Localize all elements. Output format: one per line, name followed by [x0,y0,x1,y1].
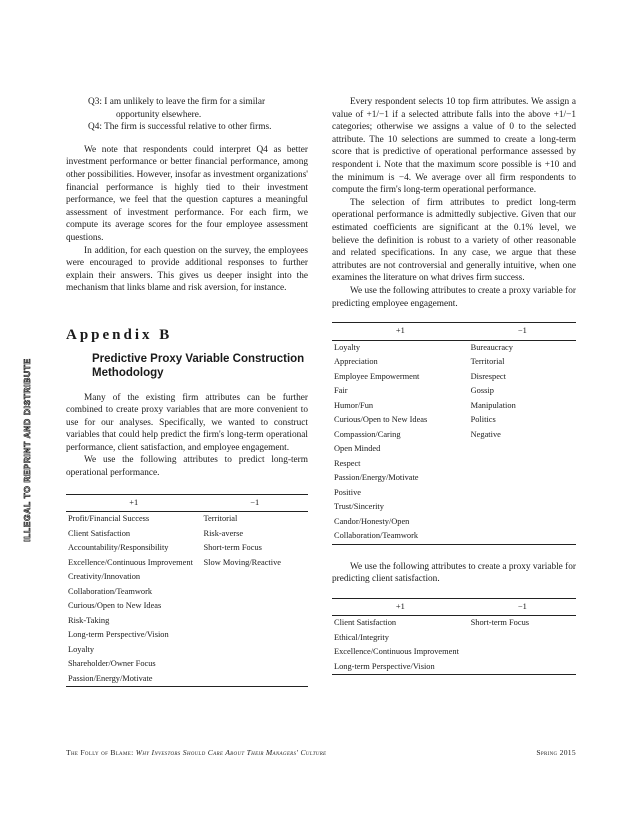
cell-minus [202,599,308,614]
cell-minus [202,657,308,672]
left-column [66,96,308,687]
cell-plus: Humor/Fun [334,400,374,410]
cell-plus: Profit/Financial Success [68,514,150,524]
table-row [332,457,576,472]
table-row [66,643,308,658]
cell-minus [469,631,576,646]
column-header-plus: +1 [332,598,469,616]
table-row [66,585,308,600]
cell-minus: Disrespect [470,371,506,381]
cell-minus [469,486,576,501]
table-row [332,631,576,646]
paragraph: We use the following attributes to create a proxy variable for predicting client satisfaction. [332,561,576,585]
table-row [66,541,308,556]
cell-minus: Bureaucracy [470,342,513,352]
cell-minus: Manipulation [470,400,516,410]
cell-plus: Fair [334,386,348,396]
cell-minus: Short-term Focus [470,618,530,628]
column-header-minus: −1 [202,494,308,512]
paragraph: Many of the existing firm attributes can be further combined to create proxy variables that are more convenient to use for our analyses. Specifically, we wanted to construct variables that could help predict the firm's long-term operational performance, client satisfaction, and employee engagement. [66,392,308,453]
table-row [332,500,576,515]
table-row [332,340,576,355]
paragraph: We use the following attributes to predict long-term operational performance. [66,455,308,479]
table-row [66,657,308,672]
column-header-plus: +1 [66,494,202,512]
column-header-minus: −1 [469,598,576,616]
cell-plus: Accountability/Responsibility [68,543,169,553]
cell-plus: Client Satisfaction [68,528,131,538]
cell-minus: Risk-averse [203,528,244,538]
cell-plus: Excellence/Continuous Improvement [68,557,193,567]
table-row [66,672,308,687]
cell-plus: Employee Empowerment [334,371,420,381]
cell-minus [469,471,576,486]
section-subhead: Predictive Proxy Variable Construction Methodology [92,352,305,379]
cell-plus: Long-term Perspective/Vision [68,630,169,640]
cell-minus: Politics [470,415,496,425]
table-row [66,599,308,614]
cell-plus: Excellence/Continuous Improvement [334,647,459,657]
cell-plus: Collaboration/Teamwork [68,586,153,596]
paragraph: The selection of firm attributes to predict long-term operational performance is admittedly subjective. Given that our estimated coefficients are significant at the 0.1% level, we believe the definition is robust to a variety of other reasonable and related specifications. In any case, we argue that these attributes are not controversial and generally intuitive, when one examines the literature on what drives firm success. [332,197,576,284]
table-row [332,370,576,385]
table-row [332,645,576,660]
cell-plus: Open Minded [334,444,381,454]
employee-engagement-table [332,322,576,545]
table-row [332,616,576,631]
cell-plus: Trust/Sincerity [334,502,384,512]
cell-minus: Gossip [470,386,494,396]
cell-plus: Long-term Perspective/Vision [334,661,435,671]
cell-minus [202,672,308,687]
cell-minus: Short-term Focus [203,543,262,553]
cell-minus: Territorial [470,357,505,367]
table-row [332,428,576,443]
table-body [66,512,308,687]
table-row [66,512,308,527]
column-header-plus: +1 [332,323,469,341]
cell-plus: Respect [334,458,361,468]
cell-plus: Compassion/Caring [334,429,401,439]
paragraph: We note that respondents could interpret Q4 as better investment performance or better financial performance, among other possibilities. However, insofar as investment organizations' financial performance is highly tied to their investment performance, we feel that the question captures a meaningful assessment of investment performance. For each firm, we compute its average scores for the four employee assessment questions. [66,144,308,243]
cell-minus: Slow Moving/Reactive [203,557,281,567]
side-banner-text: ILLEGAL TO REPRINT AND DISTRIBUTE [22,358,33,542]
cell-minus [202,585,308,600]
cell-plus: Positive [334,487,361,497]
table-row [66,570,308,585]
cell-plus: Candor/Honesty/Open [334,516,410,526]
cell-plus: Collaboration/Teamwork [334,531,419,541]
appendix-title: Appendix B [66,326,173,343]
table-row [332,413,576,428]
cell-plus: Creativity/Innovation [68,572,141,582]
footer-title [66,748,326,757]
table-row [332,529,576,544]
table-row [332,355,576,370]
cell-plus: Loyalty [334,342,361,352]
table-body [332,340,576,544]
table-row [332,486,576,501]
cell-plus: Ethical/Integrity [334,632,389,642]
cell-plus: Loyalty [68,644,95,654]
cell-minus [469,515,576,530]
table-row [332,399,576,414]
cell-minus [202,570,308,585]
cell-minus [469,529,576,544]
cell-plus: Curious/Open to New Ideas [334,415,428,425]
table-body [332,616,576,675]
client-satisfaction-table [332,598,576,676]
footer-title-plain: The Folly of Blame: [66,748,136,757]
cell-minus: Territorial [203,514,238,524]
operational-performance-table [66,494,308,688]
cell-plus: Risk-Taking [68,615,110,625]
cell-minus [202,628,308,643]
cell-minus [469,442,576,457]
table-row [332,384,576,399]
paragraph: We use the following attributes to create a proxy variable for predicting employee engagement. [332,285,576,309]
table-row [332,515,576,530]
table-row [66,527,308,542]
cell-minus [469,660,576,675]
cell-minus [202,614,308,629]
paragraph: In addition, for each question on the survey, the employees were encouraged to provide additional responses to further explain their answers. This gives us deeper insight into the mechanism that links blame and risk aversion, for instance. [66,245,308,294]
question-q3: Q3: I am unlikely to leave the firm for a similar opportunity elsewhere. [88,97,266,120]
table-row [332,660,576,675]
table-row [332,471,576,486]
cell-minus [469,500,576,515]
cell-minus [202,643,308,658]
table-row [66,556,308,571]
cell-plus: Shareholder/Owner Focus [68,659,156,669]
table-row [66,628,308,643]
page-footer [66,748,576,757]
cell-minus: Negative [470,429,501,439]
question-q4: Q4: The firm is successful relative to other firms. [88,122,272,133]
table-row [332,442,576,457]
cell-plus: Appreciation [334,357,378,367]
footer-issue: Spring 2015 [536,748,576,757]
paragraph: Every respondent selects 10 top firm attributes. We assign a value of +1/−1 if a selected attribute falls into the above +1/−1 categories; otherwise we assigns a value of 0 to the selected attribute. The 10 selections are summed to create a long-term score that is predictive of operational performance assessed by respondent i. Note that the maximum score possible is +10 and the minimum is −4. We average over all firm respondents to compute the firm's long-term operational performance. [332,97,576,196]
cell-minus [469,457,576,472]
table-row [66,614,308,629]
cell-minus [469,645,576,660]
column-header-minus: −1 [469,323,576,341]
cell-plus: Client Satisfaction [334,618,397,628]
footer-title-italic: Why Investors Should Care About Their Managers' Culture [135,748,327,757]
cell-plus: Curious/Open to New Ideas [68,601,162,611]
right-column [332,96,576,675]
cell-plus: Passion/Energy/Motivate [68,673,153,683]
side-banner [20,330,34,570]
cell-plus: Passion/Energy/Motivate [334,473,419,483]
